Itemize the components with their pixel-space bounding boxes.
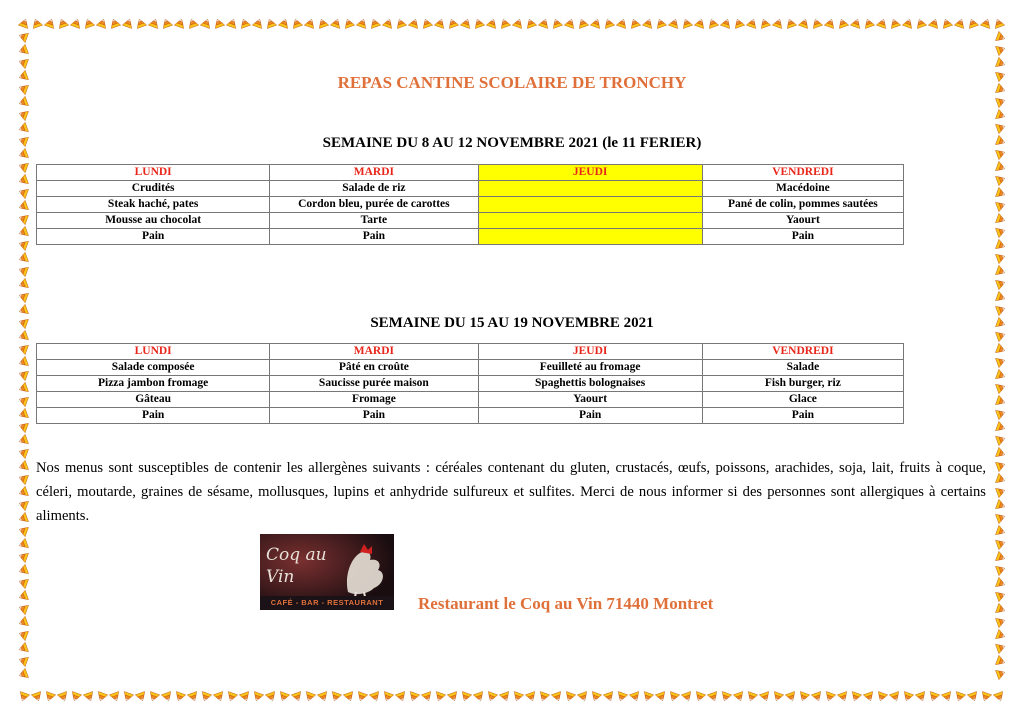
meal-cell: Cordon bleu, purée de carottes <box>270 197 478 213</box>
meal-cell: Yaourt <box>702 213 903 229</box>
meal-cell: Spaghettis bolognaises <box>478 376 702 392</box>
meal-cell: Salade de riz <box>270 181 478 197</box>
meal-cell: Pâté en croûte <box>270 360 478 376</box>
day-header-mardi: MARDI <box>270 344 478 360</box>
meal-cell: Pain <box>270 229 478 245</box>
day-header-lundi: LUNDI <box>37 344 270 360</box>
meal-cell <box>478 213 702 229</box>
table-row <box>37 408 904 424</box>
page-title: REPAS CANTINE SCOLAIRE DE TRONCHY <box>337 73 687 92</box>
day-header-mardi: MARDI <box>270 165 478 181</box>
meal-cell: Feuilleté au fromage <box>478 360 702 376</box>
logo-tagline: CAFÉ - BAR - RESTAURANT <box>270 598 384 607</box>
table-row <box>37 376 904 392</box>
table-header-row <box>37 344 904 360</box>
meal-cell: Pain <box>702 408 903 424</box>
meal-cell: Crudités <box>37 181 270 197</box>
meal-cell: Saucisse purée maison <box>270 376 478 392</box>
table-row <box>37 392 904 408</box>
meal-cell: Salade composée <box>37 360 270 376</box>
table-row <box>37 360 904 376</box>
meal-cell: Steak haché, pates <box>37 197 270 213</box>
meal-cell: Salade <box>702 360 903 376</box>
week1-title: SEMAINE DU 8 AU 12 NOVEMBRE 2021 (le 11 FERIER) <box>322 135 702 151</box>
meal-cell: Mousse au chocolat <box>37 213 270 229</box>
week2-title: SEMAINE DU 15 AU 19 NOVEMBRE 2021 <box>370 315 654 331</box>
restaurant-logo <box>260 534 394 610</box>
meal-cell: Fish burger, riz <box>702 376 903 392</box>
meal-cell: Pain <box>37 229 270 245</box>
table-row <box>37 197 904 213</box>
meal-cell: Gâteau <box>37 392 270 408</box>
meal-cell <box>478 197 702 213</box>
table-row <box>37 229 904 245</box>
allergen-notice: Nos menus sont susceptibles de contenir les allergènes suivants : céréales contenant du gluten, crustacés, œufs, poissons, arachides, soja, lait, fruits à coque, céleri, moutarde, graines de sésame, mollusques, lupins et anhydride sulfureux et sulfites. Merci de nous informer si des personnes sont allergiques à certains aliments. <box>36 460 986 524</box>
day-header-vendredi: VENDREDI <box>702 344 903 360</box>
week2-table <box>36 343 904 424</box>
meal-cell: Pain <box>702 229 903 245</box>
meal-cell <box>478 229 702 245</box>
restaurant-name: Restaurant le Coq au Vin 71440 Montret <box>418 594 714 613</box>
day-header-vendredi: VENDREDI <box>702 165 903 181</box>
meal-cell: Pain <box>478 408 702 424</box>
meal-cell: Pané de colin, pommes sautées <box>702 197 903 213</box>
meal-cell: Macédoine <box>702 181 903 197</box>
meal-cell: Pain <box>37 408 270 424</box>
day-header-lundi: LUNDI <box>37 165 270 181</box>
table-row <box>37 181 904 197</box>
day-header-jeudi: JEUDI <box>478 344 702 360</box>
week1-table <box>36 164 904 245</box>
meal-cell: Yaourt <box>478 392 702 408</box>
meal-cell <box>478 181 702 197</box>
table-header-row <box>37 165 904 181</box>
meal-cell: Fromage <box>270 392 478 408</box>
meal-cell: Glace <box>702 392 903 408</box>
table-row <box>37 213 904 229</box>
meal-cell: Pizza jambon fromage <box>37 376 270 392</box>
meal-cell: Pain <box>270 408 478 424</box>
day-header-jeudi: JEUDI <box>478 165 702 181</box>
meal-cell: Tarte <box>270 213 478 229</box>
logo-text: Coq au Vin <box>266 545 327 587</box>
